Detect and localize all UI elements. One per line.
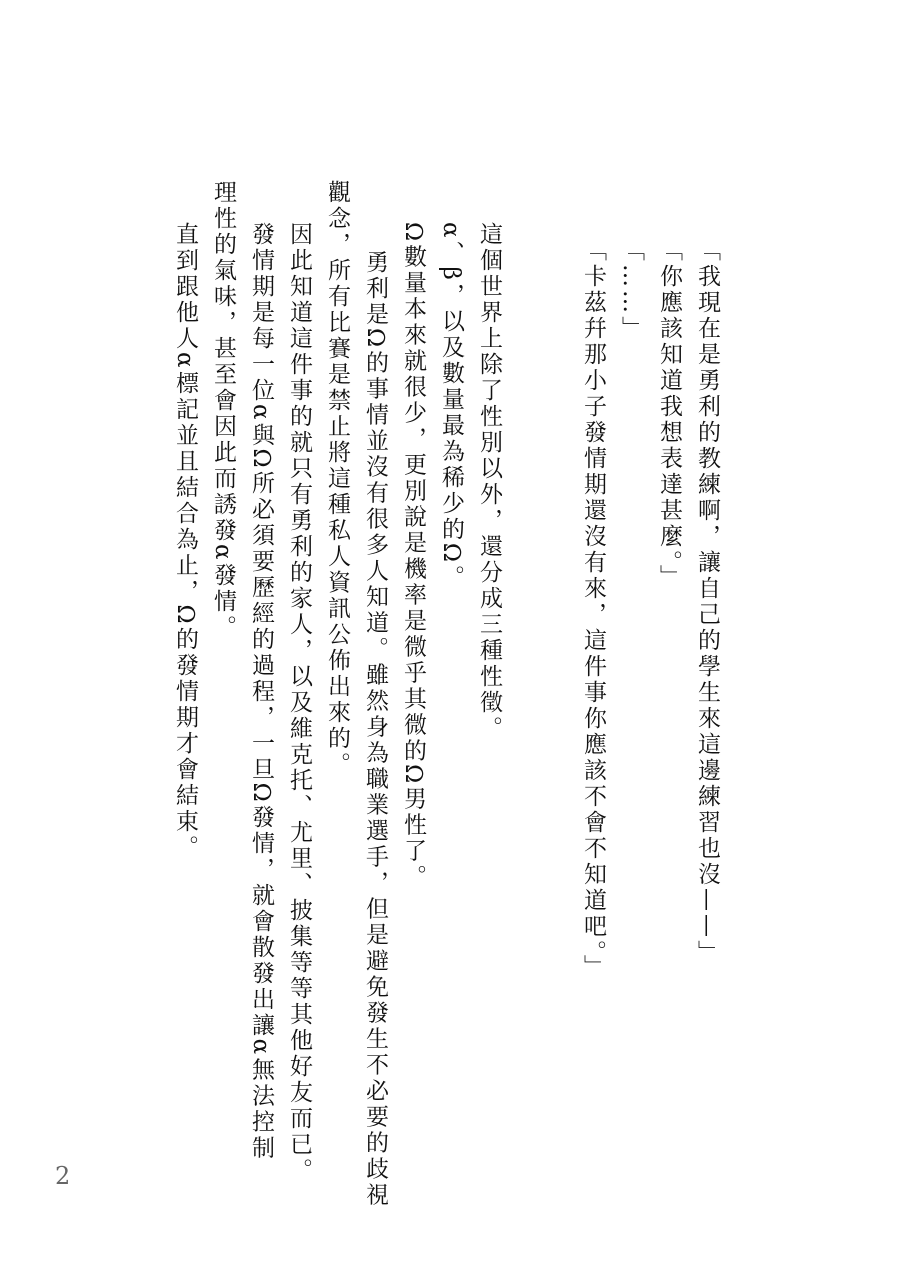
- dialogue-line: 「……」: [618, 238, 644, 342]
- dialogue-line: 「我現在是勇利的教練啊，讓自己的學生來這邊練習也沒——」: [694, 238, 720, 966]
- paragraph-line: α、β，以及數量最為稀少的Ω。: [438, 222, 464, 591]
- paragraph-line: 因此知道這件事的就只有勇利的家人，以及維克托、尤里、披集等等其他好友而已。: [286, 222, 312, 1184]
- paragraph-line: 勇利是Ω的事情並沒有很多人知道。雖然身為職業選手，但是避免發生不必要的歧視: [362, 250, 388, 1209]
- paragraph-line: 直到跟他人α標記並且結合為止，Ω的發情期才會結束。: [172, 222, 198, 861]
- page-number: 2: [55, 1162, 71, 1190]
- paragraph-line: 發情期是每一位α與Ω所必須要歷經的過程，一旦Ω發情，就會散發出讓α無法控制: [248, 222, 274, 1162]
- paragraph-line: Ω數量本來就很少，更別說是機率是微乎其微的Ω男性了。: [400, 222, 426, 891]
- dialogue-line: 「你應該知道我想表達甚麼。」: [656, 238, 682, 591]
- paragraph-line: 觀念，所有比賽是禁止將這種私人資訊公佈出來的。: [324, 180, 350, 778]
- paragraph-line: 這個世界上除了性別以外，還分成三種性徵。: [476, 222, 502, 742]
- dialogue-line: 「卡茲幷那小子發情期還沒有來，這件事你應該不會不知道吧。」: [580, 238, 606, 981]
- paragraph-line: 理性的氣味，甚至會因此而誘發α發情。: [210, 180, 236, 641]
